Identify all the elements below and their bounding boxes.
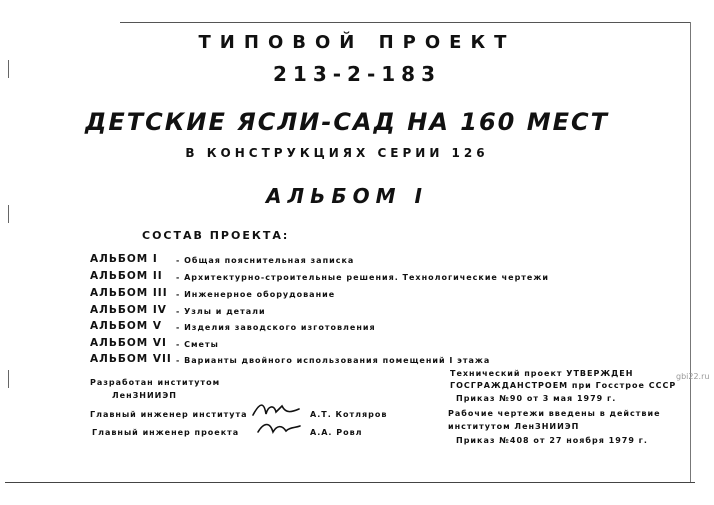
album-number: АЛЬБОМ II (90, 270, 163, 282)
sheet-border-right (690, 22, 691, 482)
album-number: АЛЬБОМ I (90, 253, 158, 265)
project-number: 213-2-183 (272, 62, 441, 86)
album-number: АЛЬБОМ VII (90, 353, 172, 365)
developer-institute: ЛенЗНИИЭП (112, 391, 177, 400)
album-description: - Варианты двойного использования помещений I этажа (176, 356, 491, 365)
watermark: gbi22.ru (676, 372, 710, 381)
album-number: АЛЬБОМ V (90, 320, 163, 332)
album-description: - Инженерное оборудование (176, 290, 336, 299)
approval-line: Рабочие чертежи введены в действие (448, 409, 661, 418)
album-number: АЛЬБОМ III (90, 287, 168, 299)
composition-heading: СОСТАВ ПРОЕКТА: (142, 229, 290, 242)
approval-order: Приказ №408 от 27 ноября 1979 г. (456, 436, 648, 445)
project-title: ДЕТСКИЕ ЯСЛИ-САД НА 160 МЕСТ (85, 108, 609, 136)
approval-line: ГОСГРАЖДАНСТРОЕМ при Госстрое СССР (450, 381, 677, 390)
sheet-border-bottom (5, 482, 695, 483)
project-engineer-name: А.А. Ровл (310, 428, 363, 437)
approval-order: Приказ №90 от 3 мая 1979 г. (456, 394, 617, 403)
project-engineer-signature (255, 418, 303, 438)
album-number: АЛЬБОМ VI (90, 337, 167, 349)
album-description: - Архитектурно-строительные решения. Технологические чертежи (176, 273, 549, 282)
approval-line: Технический проект УТВЕРЖДЕН (450, 369, 634, 378)
album-number: АЛЬБОМ IV (90, 304, 167, 316)
album-description: - Изделия заводского изготовления (176, 323, 376, 332)
project-engineer-role: Главный инженер проекта (92, 428, 240, 437)
chief-engineer-signature (250, 400, 302, 420)
album-description: - Узлы и детали (176, 307, 266, 316)
developer-label: Разработан институтом (90, 378, 221, 387)
margin-tick (8, 370, 9, 388)
project-type-heading: ТИПОВОЙ ПРОЕКТ (198, 32, 516, 53)
construction-series: В КОНСТРУКЦИЯХ СЕРИИ 126 (185, 146, 489, 160)
chief-engineer-role: Главный инженер института (90, 410, 248, 419)
chief-engineer-name: А.Т. Котляров (310, 410, 388, 419)
sheet-border-top (120, 22, 690, 23)
album-description: - Общая пояснительная записка (176, 256, 355, 265)
album-description: - Сметы (176, 340, 219, 349)
approval-line: институтом ЛенЗНИИЭП (448, 422, 580, 431)
album-title: АЛЬБОМ I (266, 184, 428, 208)
